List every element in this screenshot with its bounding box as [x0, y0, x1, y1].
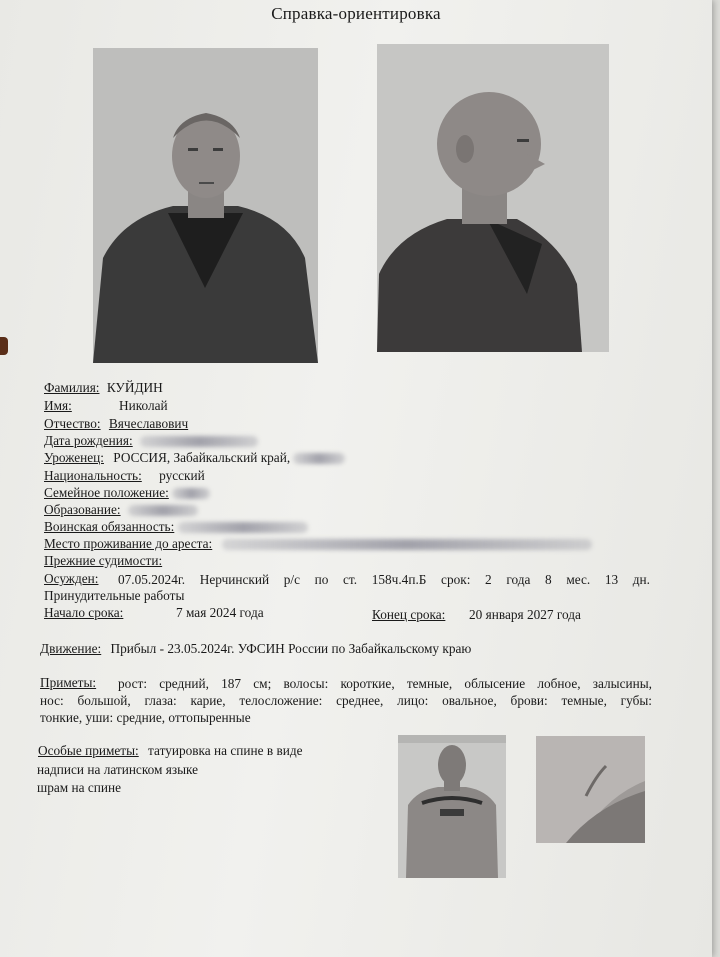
special-label: Особые приметы: [38, 743, 139, 758]
movement-text: Прибыл - 23.05.2024г. УФСИН России по Забайкальскому краю [110, 641, 472, 656]
special-line2: надписи на латинском языке [37, 762, 199, 777]
native-value: РОССИЯ, Забайкальский край, [113, 450, 291, 465]
redacted-military [178, 522, 308, 533]
binder-tab [0, 337, 8, 355]
residence-label: Место проживание до ареста: [44, 536, 213, 551]
movement-label: Движение: [40, 641, 102, 656]
special-label-line [38, 743, 303, 759]
movement [40, 641, 471, 657]
field-residence [44, 536, 592, 552]
document-title: Справка-ориентировка [271, 4, 441, 23]
field-surname [44, 380, 163, 396]
birth-label: Дата рождения: [44, 433, 133, 448]
field-family [44, 485, 210, 501]
sentence-start-value: 7 мая 2024 года [176, 605, 264, 620]
features-line3: тонкие, уши: средние, оттопыренные [40, 710, 251, 725]
photo-scar [536, 736, 645, 843]
redacted-native [293, 453, 345, 464]
photo-profile [377, 44, 609, 352]
sentence-start-label: Начало срока: [44, 605, 124, 620]
military-label: Воинская обязанность: [44, 519, 175, 534]
nationality-value: русский [159, 468, 205, 483]
redacted-residence [222, 539, 592, 550]
redacted-family [172, 488, 210, 499]
surname-label: Фамилия: [44, 380, 100, 395]
nationality-label: Национальность: [44, 468, 142, 483]
photo-back-tattoo [398, 735, 506, 878]
sentence-end-value: 20 января 2027 года [469, 607, 581, 622]
education-label: Образование: [44, 502, 121, 517]
redacted-birth-date [140, 436, 258, 447]
special-line3: шрам на спине [37, 780, 122, 795]
sentence-text: 07.05.2024г. Нерчинский р/с по ст. 158ч.4п.Б срок: 2 года 8 мес. 13 дн. [118, 572, 650, 587]
family-label: Семейное положение: [44, 485, 169, 500]
sentence-end-label: Конец срока: [372, 607, 446, 622]
features-label: Приметы: [40, 675, 97, 690]
field-name [44, 398, 72, 414]
field-military [44, 519, 308, 535]
field-patronymic [44, 416, 188, 432]
field-convictions [44, 553, 162, 569]
name-value: Николай [119, 398, 168, 413]
patronymic-value: Вячеславович [108, 416, 189, 431]
field-nationality [44, 468, 205, 484]
field-birth-date [44, 433, 258, 449]
name-label: Имя: [44, 398, 72, 413]
field-native [44, 450, 345, 466]
features-line1: рост: средний, 187 см; волосы: короткие, темные, облысение лобное, залысины, [118, 676, 652, 691]
features-line2: нос: большой, глаза: карие, телосложение: среднее, лицо: овальное, брови: темные, губы: [40, 693, 652, 708]
sentence-label: Осужден: [44, 571, 99, 586]
redacted-education [128, 505, 198, 516]
convictions-label: Прежние судимости: [44, 553, 163, 568]
special-line1: татуировка на спине в виде [148, 743, 303, 758]
field-education [44, 502, 198, 518]
sentence-line2: Принудительные работы [44, 588, 185, 603]
photo-front [93, 48, 318, 363]
native-label: Уроженец: [44, 450, 104, 465]
patronymic-label: Отчество: [44, 416, 101, 431]
surname-value: КУЙДИН [106, 380, 163, 395]
